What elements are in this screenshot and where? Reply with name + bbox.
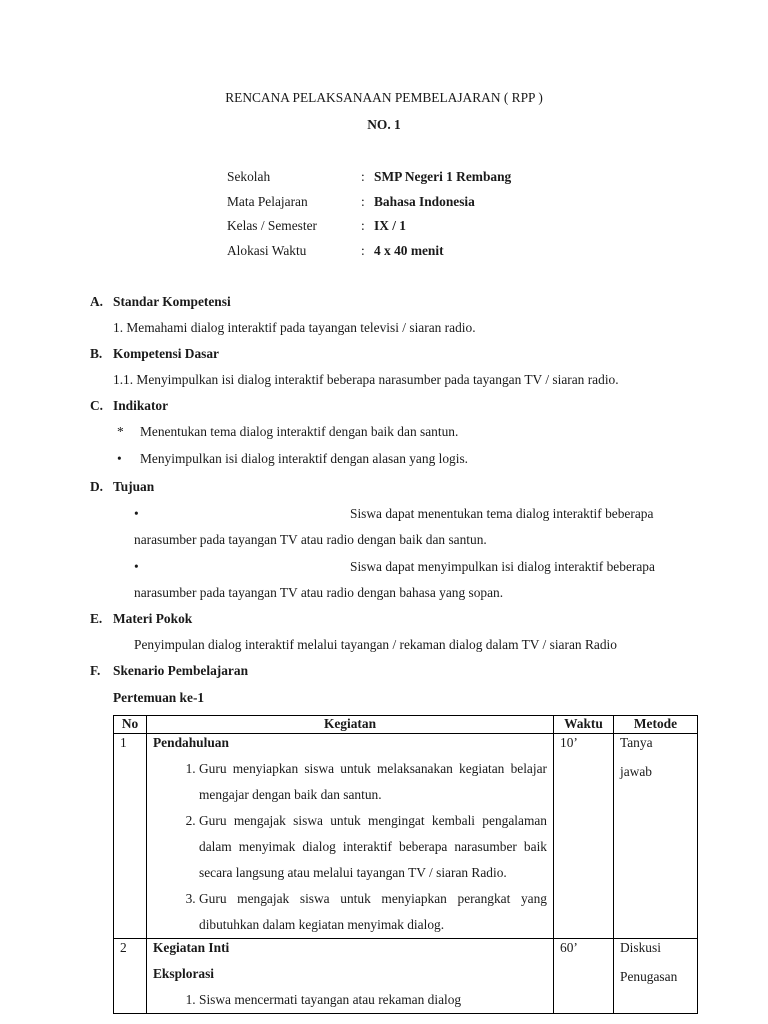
section-c-letter: C.: [90, 398, 104, 413]
section-d-letter: D.: [90, 479, 104, 494]
section-a-letter: A.: [90, 294, 104, 309]
table-row: [114, 939, 698, 1014]
method-line: jawab: [620, 764, 652, 779]
method-line: Tanya: [620, 735, 653, 750]
section-b-letter: B.: [90, 346, 103, 361]
info-colon: :: [361, 194, 365, 209]
section-f-title: Skenario Pembelajaran: [113, 663, 249, 678]
info-value-kelas-semester: IX / 1: [374, 218, 406, 233]
info-colon: :: [361, 169, 365, 184]
objective-item-line: narasumber pada tayangan TV atau radio dengan baik dan santun.: [134, 532, 487, 547]
info-value-mata-pelajaran: Bahasa Indonesia: [374, 194, 475, 209]
time-value: 60’: [560, 940, 578, 955]
info-value-sekolah: SMP Negeri 1 Rembang: [374, 169, 512, 184]
activity-step: 2. Guru mengajak siswa untuk mengingat kembali pengalaman dalam menyimak dialog interaktif beberapa narasumber baik secara langsung atau melalui tayangan TV / siaran Radio.: [199, 808, 547, 886]
activity-steps: [153, 756, 547, 938]
row-number-cell: [114, 734, 147, 939]
section-b-title: Kompetensi Dasar: [113, 346, 220, 361]
section-c-title: Indikator: [113, 398, 169, 413]
method-line: Diskusi: [620, 940, 661, 955]
objective-marker: •: [134, 559, 139, 574]
info-label-alokasi-waktu: Alokasi Waktu: [227, 243, 307, 258]
section-a-body: 1. Memahami dialog interaktif pada tayangan televisi / siaran radio.: [113, 320, 476, 335]
method-line: Penugasan: [620, 969, 678, 984]
table-header-row: [114, 716, 698, 734]
section-e-title: Materi Pokok: [113, 611, 193, 626]
activity-cell: [147, 734, 554, 939]
info-label-mata-pelajaran: Mata Pelajaran: [227, 194, 308, 209]
col-header-no: No: [114, 716, 147, 734]
section-a-title: Standar Kompetensi: [113, 294, 231, 309]
col-header-kegiatan: Kegiatan: [147, 716, 554, 734]
scenario-table: [113, 715, 698, 1014]
info-label-sekolah: Sekolah: [227, 169, 271, 184]
activity-subheading: Eksplorasi: [153, 966, 215, 981]
document-number: NO. 1: [367, 117, 401, 132]
activity-heading: Kegiatan Inti: [153, 940, 230, 955]
col-header-waktu: Waktu: [554, 716, 614, 734]
activity-cell: [147, 939, 554, 1014]
time-value: 10’: [560, 735, 578, 750]
row-number: 2: [120, 940, 127, 955]
indicator-item: Menyimpulkan isi dialog interaktif dengan alasan yang logis.: [140, 451, 468, 466]
info-label-kelas-semester: Kelas / Semester: [227, 218, 317, 233]
section-f-letter: F.: [90, 663, 101, 678]
section-e-body: Penyimpulan dialog interaktif melalui tayangan / rekaman dialog dalam TV / siaran Radio: [134, 637, 617, 652]
activity-step: 1. Guru menyiapkan siswa untuk melaksanakan kegiatan belajar mengajar dengan baik dan santun.: [199, 756, 547, 808]
indicator-item: Menentukan tema dialog interaktif dengan baik dan santun.: [140, 424, 459, 439]
indicator-marker: *: [117, 424, 124, 439]
section-b-body: 1.1. Menyimpulkan isi dialog interaktif beberapa narasumber pada tayangan TV / siaran radio.: [113, 372, 619, 387]
row-number-cell: [114, 939, 147, 1014]
section-e-letter: E.: [90, 611, 103, 626]
time-cell: [554, 734, 614, 939]
objective-item-line: Siswa dapat menentukan tema dialog interaktif beberapa: [350, 506, 654, 521]
activity-step: 3. Guru mengajak siswa untuk menyiapkan perangkat yang dibutuhkan dalam kegiatan menyimak dialog.: [199, 886, 547, 938]
col-header-metode: Metode: [614, 716, 698, 734]
info-colon: :: [361, 243, 365, 258]
indicator-marker: •: [117, 451, 122, 466]
activity-step: 1. Siswa mencermati tayangan atau rekaman dialog: [199, 987, 547, 1013]
method-cell: [614, 939, 698, 1014]
section-d-title: Tujuan: [113, 479, 155, 494]
info-colon: :: [361, 218, 365, 233]
method-cell: [614, 734, 698, 939]
objective-item-line: narasumber pada tayangan TV atau radio dengan bahasa yang sopan.: [134, 585, 504, 600]
document-title: RENCANA PELAKSANAAN PEMBELAJARAN ( RPP ): [225, 90, 543, 105]
objective-marker: •: [134, 506, 139, 521]
meeting-label: Pertemuan ke-1: [113, 690, 205, 705]
objective-item-line: Siswa dapat menyimpulkan isi dialog interaktif beberapa: [350, 559, 655, 574]
activity-heading: Pendahuluan: [153, 735, 229, 750]
table-row: [114, 734, 698, 939]
row-number: 1: [120, 735, 127, 750]
time-cell: [554, 939, 614, 1014]
activity-steps: [153, 987, 547, 1013]
info-value-alokasi-waktu: 4 x 40 menit: [374, 243, 444, 258]
